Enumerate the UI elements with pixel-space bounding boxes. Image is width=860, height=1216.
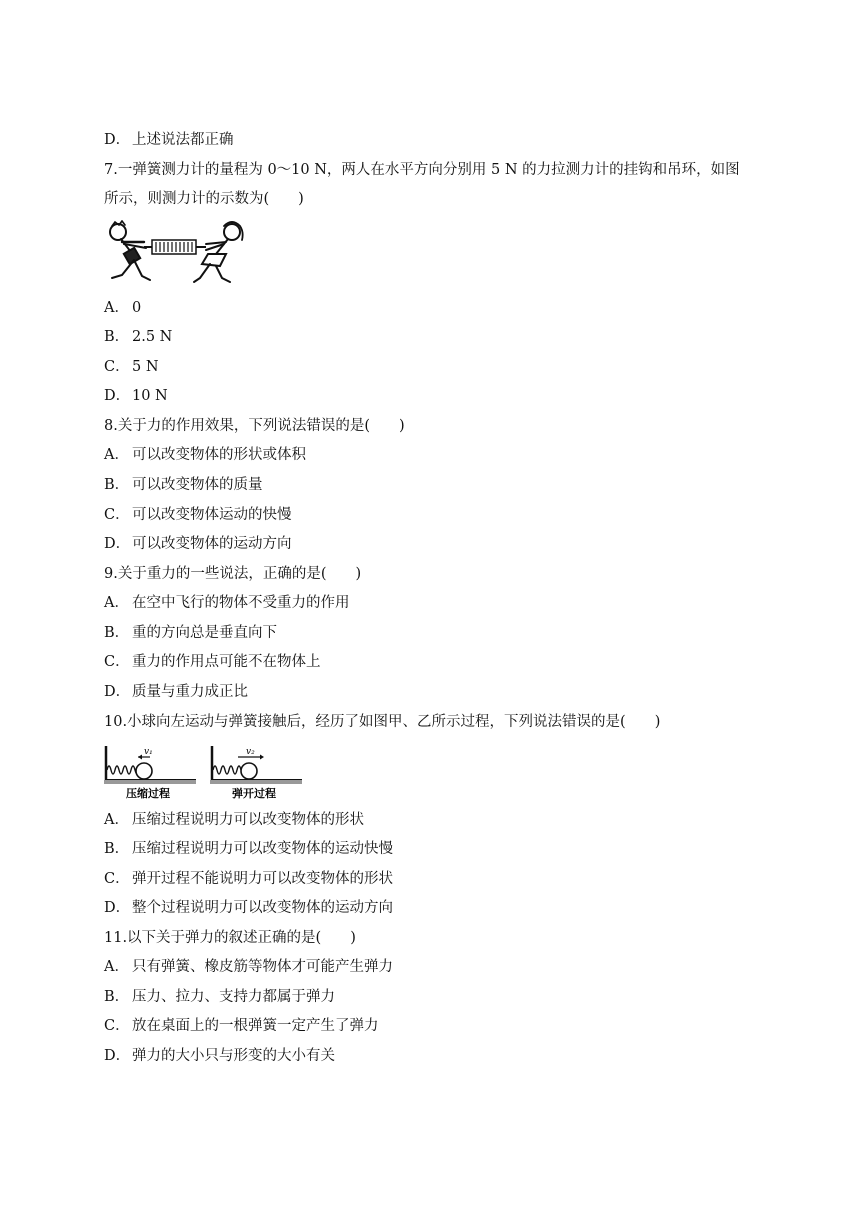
option-text: 可以改变物体的形状或体积 bbox=[132, 447, 306, 463]
option-text: 只有弹簧、橡皮筋等物体才可能产生弹力 bbox=[132, 959, 393, 975]
q10-stem: 10.小球向左运动与弹簧接触后，经历了如图甲、乙所示过程，下列说法错误的是( ) bbox=[104, 714, 661, 730]
option-label: C． bbox=[104, 507, 130, 523]
rebound-diagram bbox=[210, 746, 302, 784]
option-label: B． bbox=[104, 841, 130, 857]
q11-option-b bbox=[104, 987, 335, 1007]
option-label: D． bbox=[104, 132, 131, 148]
option-text: 质量与重力成正比 bbox=[132, 684, 248, 700]
option-label: C． bbox=[104, 654, 130, 670]
option-text: 整个过程说明力可以改变物体的运动方向 bbox=[132, 900, 393, 916]
option-text: 压缩过程说明力可以改变物体的形状 bbox=[132, 812, 364, 828]
tug-of-war-figure bbox=[104, 220, 250, 288]
q7-option-a bbox=[104, 298, 141, 318]
q10-option-a bbox=[104, 810, 364, 830]
option-text: 0 bbox=[132, 300, 142, 316]
option-label: B． bbox=[104, 477, 130, 493]
option-label: D． bbox=[104, 536, 131, 552]
option-text: 10 N bbox=[132, 388, 168, 404]
q8-option-d bbox=[104, 534, 292, 554]
option-text: 重的方向总是垂直向下 bbox=[132, 625, 277, 641]
option-text: 弹开过程不能说明力可以改变物体的形状 bbox=[132, 871, 393, 887]
option-text: 5 N bbox=[132, 359, 159, 375]
option-label: C． bbox=[104, 359, 130, 375]
q9-option-c bbox=[104, 652, 321, 672]
caption-compression: 压缩过程 bbox=[126, 787, 170, 800]
option-label: A． bbox=[104, 300, 129, 316]
q7-option-b bbox=[104, 327, 172, 347]
option-text: 重力的作用点可能不在物体上 bbox=[132, 654, 321, 670]
q8-option-c bbox=[104, 505, 292, 525]
q11-option-d bbox=[104, 1046, 335, 1066]
option-label: B． bbox=[104, 625, 130, 641]
q7-option-c bbox=[104, 357, 159, 377]
option-text: 可以改变物体运动的快慢 bbox=[132, 507, 292, 523]
q11-stem: 11.以下关于弹力的叙述正确的是( ) bbox=[104, 930, 356, 946]
q10-option-c bbox=[104, 869, 393, 889]
q9-stem: 9.关于重力的一些说法，正确的是( ) bbox=[104, 566, 362, 582]
caption-rebound: 弹开过程 bbox=[232, 787, 276, 800]
q8-option-a bbox=[104, 445, 306, 465]
option-label: A． bbox=[104, 595, 129, 611]
option-text: 可以改变物体的质量 bbox=[132, 477, 263, 493]
option-text: 放在桌面上的一根弹簧一定产生了弹力 bbox=[132, 1018, 379, 1034]
option-label: C． bbox=[104, 871, 130, 887]
q9-option-d bbox=[104, 682, 248, 702]
option-label: B． bbox=[104, 329, 130, 345]
q7-stem-line2: 所示，则测力计的示数为( ) bbox=[104, 191, 304, 207]
option-label: D． bbox=[104, 388, 131, 404]
q8-stem: 8.关于力的作用效果，下列说法错误的是( ) bbox=[104, 418, 405, 434]
option-text: 压缩过程说明力可以改变物体的运动快慢 bbox=[132, 841, 393, 857]
v2-label: v₂ bbox=[246, 747, 255, 757]
option-text: 压力、拉力、支持力都属于弹力 bbox=[132, 989, 335, 1005]
option-label: A． bbox=[104, 812, 129, 828]
spring-ball-figure bbox=[104, 742, 304, 800]
option-label: A． bbox=[104, 447, 129, 463]
q9-option-a bbox=[104, 593, 350, 613]
q10-option-d bbox=[104, 898, 393, 918]
option-text: 2.5 N bbox=[132, 329, 173, 345]
q10-option-b bbox=[104, 839, 393, 859]
spring-balance-icon bbox=[144, 240, 206, 254]
option-label: D． bbox=[104, 1048, 131, 1064]
option-label: A． bbox=[104, 959, 129, 975]
option-label: D． bbox=[104, 900, 131, 916]
option-label: B． bbox=[104, 989, 130, 1005]
q7-stem-line1: 7.一弹簧测力计的量程为 0～10 N，两人在水平方向分别用 5 N 的力拉测力计的挂钩和吊环，如图 bbox=[104, 162, 740, 178]
q11-option-a bbox=[104, 957, 393, 977]
option-text: 上述说法都正确 bbox=[132, 132, 234, 148]
q11-option-c bbox=[104, 1016, 379, 1036]
option-label: D． bbox=[104, 684, 131, 700]
option-text: 可以改变物体的运动方向 bbox=[132, 536, 292, 552]
q7-option-d bbox=[104, 386, 168, 406]
option-text: 弹力的大小只与形变的大小有关 bbox=[132, 1048, 335, 1064]
q6-option-d bbox=[104, 130, 234, 150]
v1-label: v₁ bbox=[144, 747, 153, 757]
option-text: 在空中飞行的物体不受重力的作用 bbox=[132, 595, 350, 611]
q9-option-b bbox=[104, 623, 277, 643]
option-label: C． bbox=[104, 1018, 130, 1034]
q8-option-b bbox=[104, 475, 263, 495]
